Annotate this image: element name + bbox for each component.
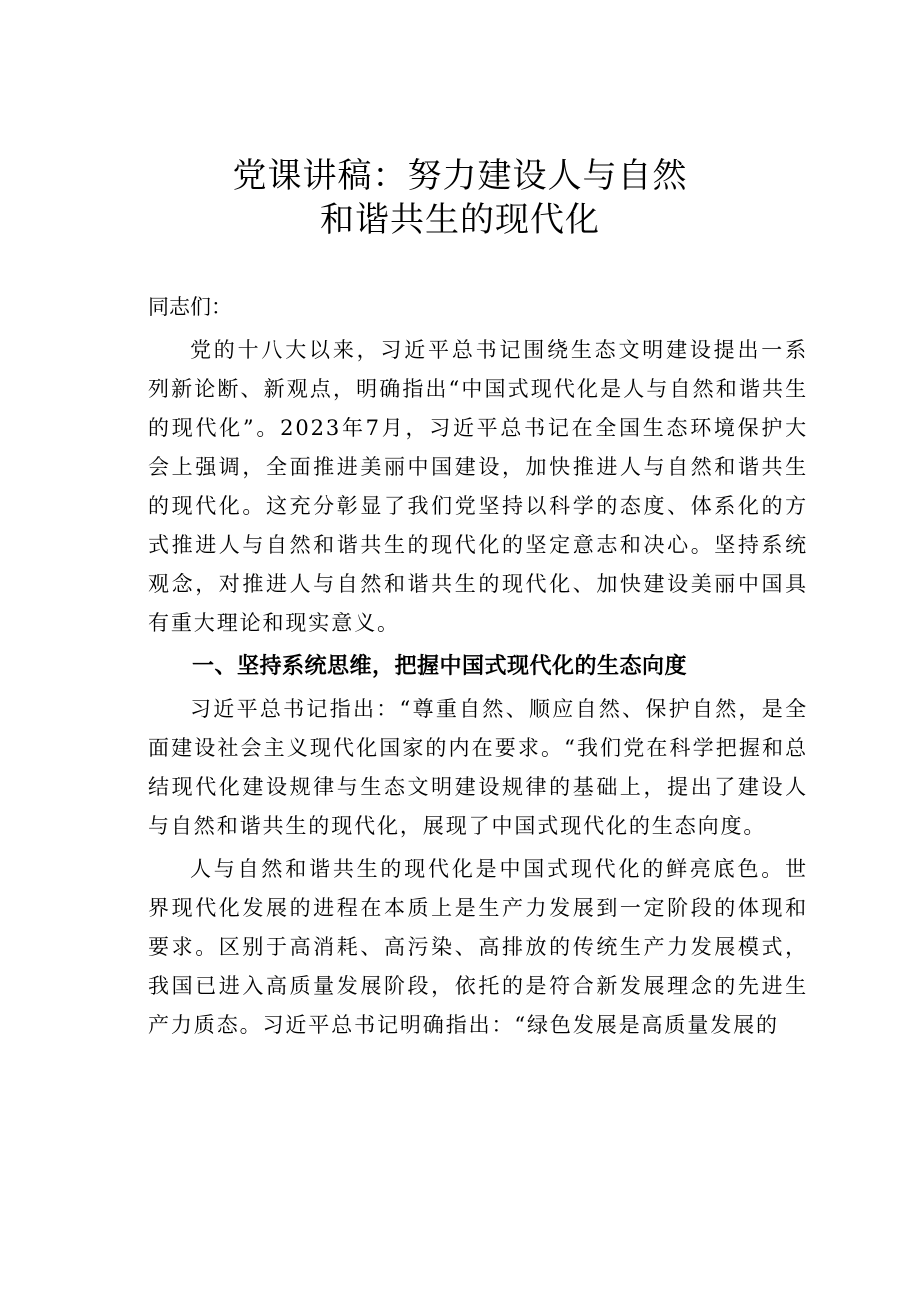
document-title-line-1: 党课讲稿：努力建设人与自然 — [232, 156, 688, 196]
greeting: 同志们： — [148, 295, 232, 319]
document-title-line-2: 和谐共生的现代化 — [320, 200, 600, 240]
section1-paragraph-1: 习近平总书记指出：“尊重自然、顺应自然、保护自然，是全面建设社会主义现代化国家的内在要求。“我们党在科学把握和总结现代化建设规律与生态文明建设规律的基础上，提出了建设人与自然和谐共生的现代化，展现了中国式现代化的生态向度。 — [148, 697, 808, 838]
section1-paragraph-2: 人与自然和谐共生的现代化是中国式现代化的鲜亮底色。世界现代化发展的进程在本质上是生产力发展到一定阶段的体现和要求。区别于高消耗、高污染、高排放的传统生产力发展模式，我国已进入高质量发展阶段，依托的是符合新发展理念的先进生产力质态。习近平总书记明确指出：“绿色发展是高质量发展的 — [148, 857, 808, 1037]
document-body — [148, 284, 808, 1045]
intro-paragraph: 党的十八大以来，习近平总书记围绕生态文明建设提出一系列新论断、新观点，明确指出“中国式现代化是人与自然和谐共生的现代化”。2023年7月，习近平总书记在全国生态环境保护大会上强调，全面推进美丽中国建设，加快推进人与自然和谐共生的现代化。这充分彰显了我们党坚持以科学的态度、体系化的方式推进人与自然和谐共生的现代化的坚定意志和决心。坚持系统观念，对推进人与自然和谐共生的现代化、加快建设美丽中国具有重大理论和现实意义。 — [148, 338, 808, 635]
section-heading-1: 一、坚持系统思维，把握中国式现代化的生态向度 — [192, 654, 688, 679]
